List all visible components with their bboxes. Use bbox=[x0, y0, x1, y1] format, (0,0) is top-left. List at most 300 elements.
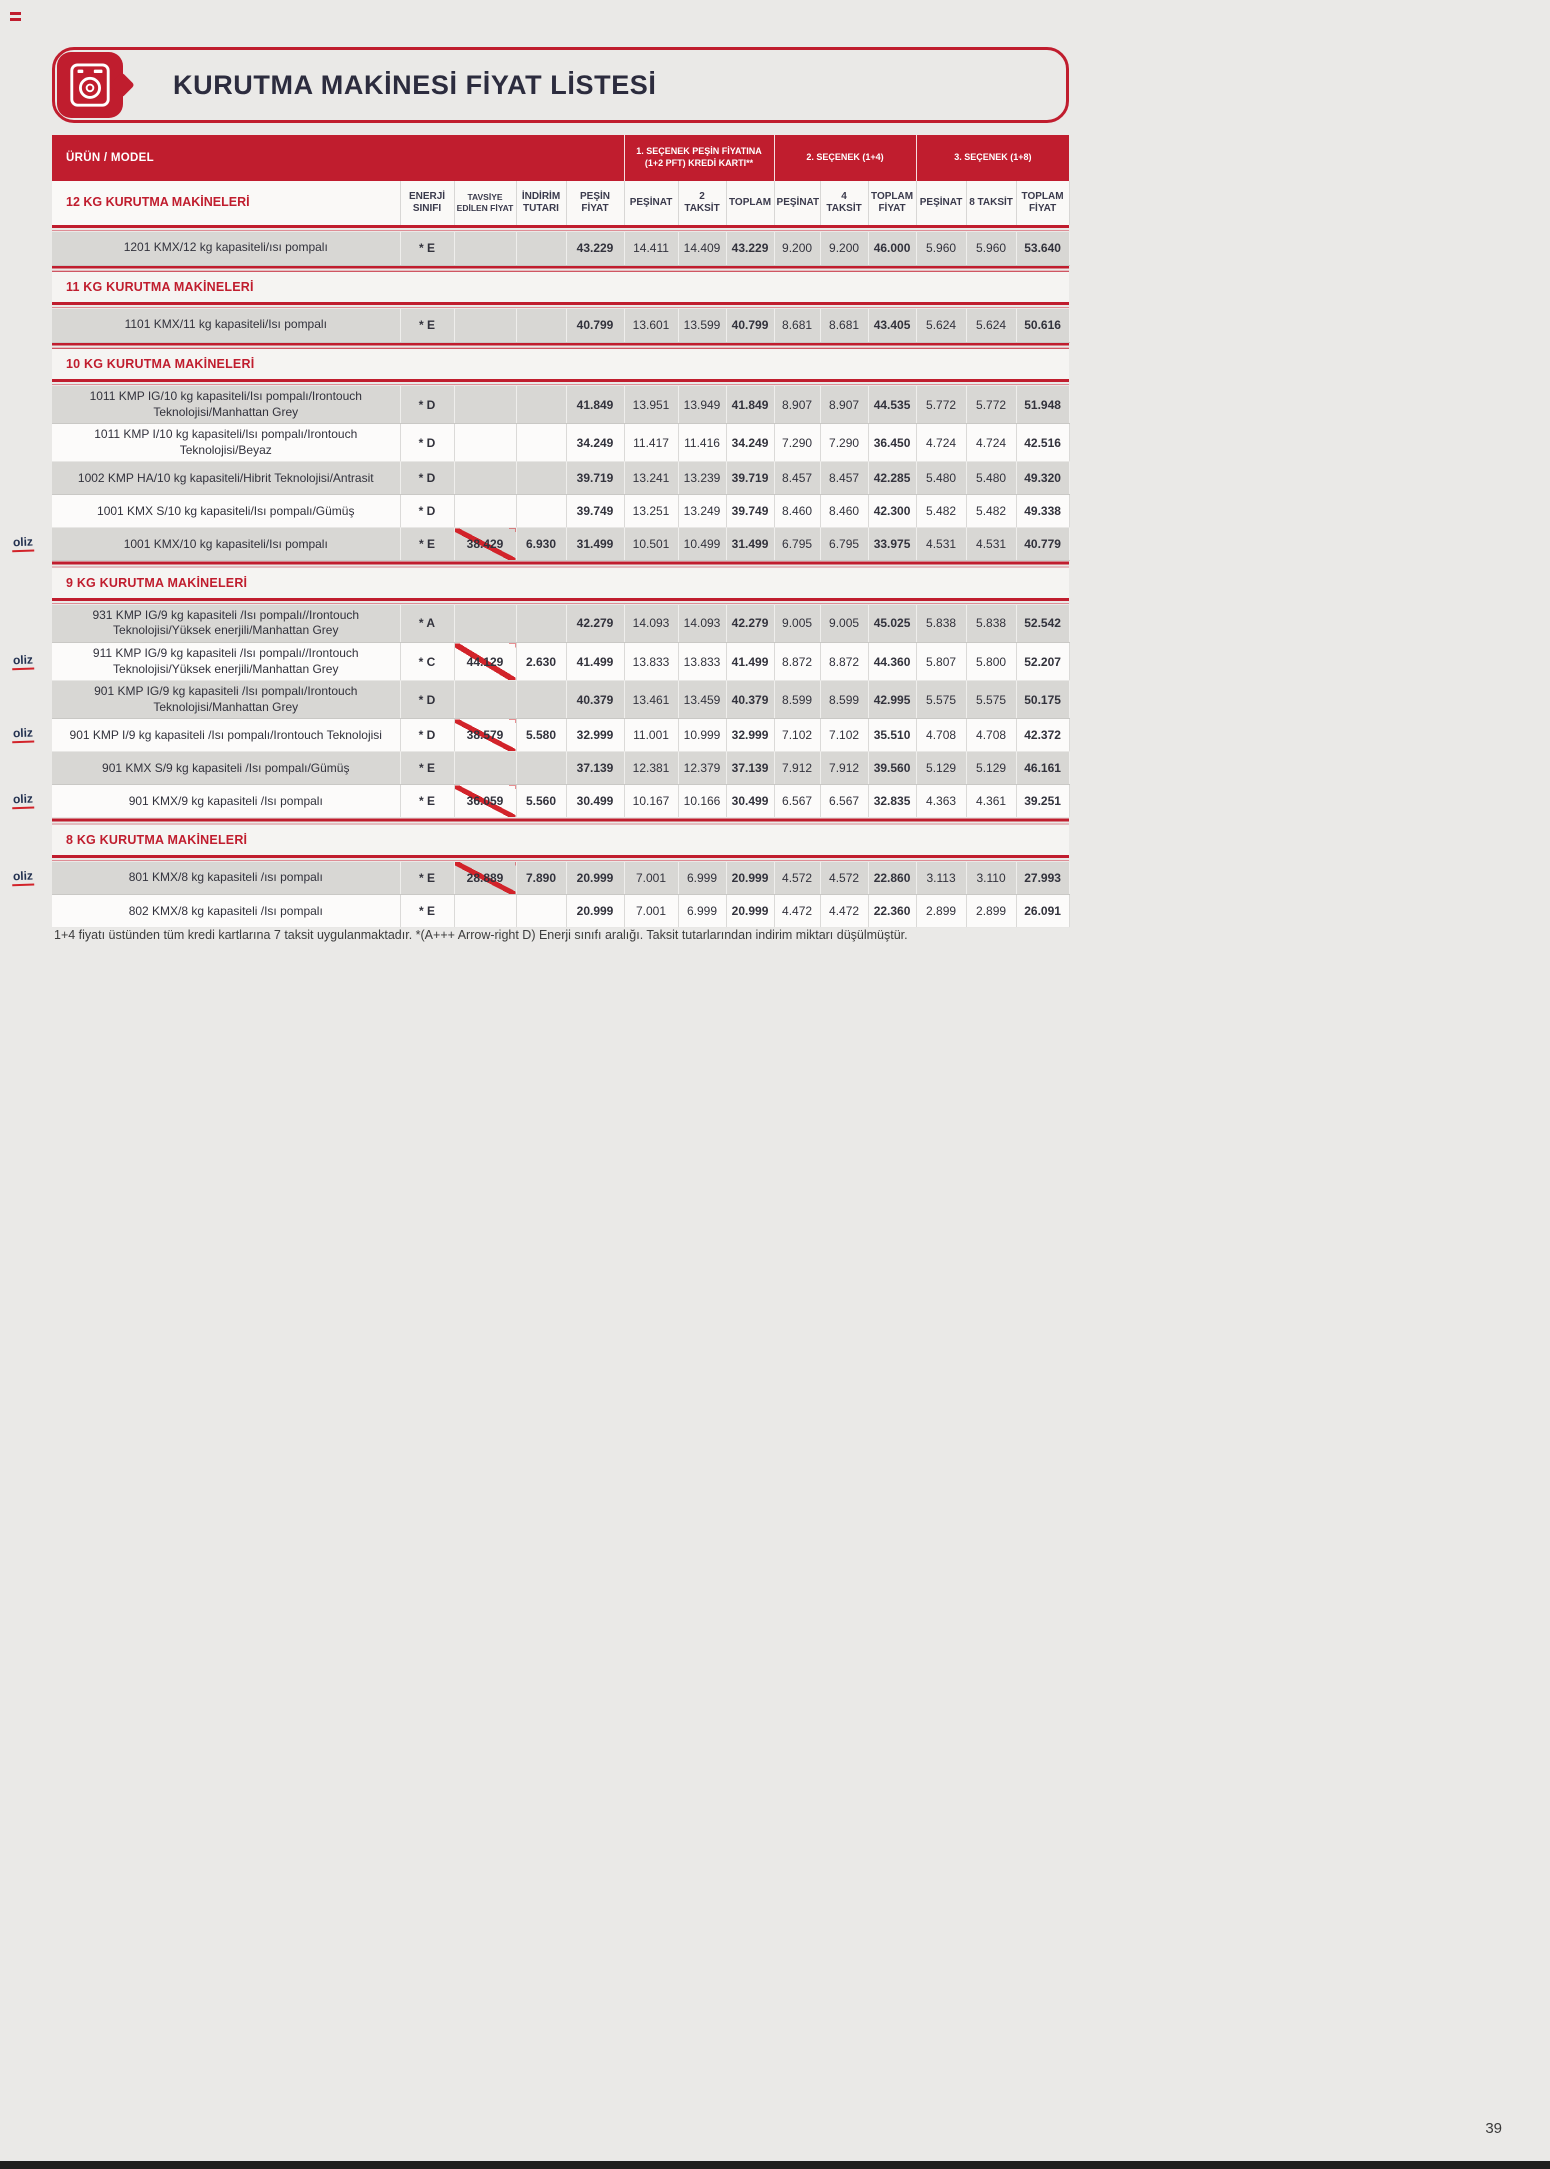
price-table-grid bbox=[12, 135, 1070, 928]
opt2-installment: 9.005 bbox=[820, 605, 868, 643]
opt2-downpayment: 4.472 bbox=[774, 895, 820, 928]
opt3-installment: 5.480 bbox=[966, 462, 1016, 495]
opt1-installment: 14.409 bbox=[678, 232, 726, 265]
opt3-total: 46.161 bbox=[1016, 752, 1069, 785]
bottom-edge-bar bbox=[0, 2161, 1550, 2169]
section-title: 8 KG KURUTMA MAKİNELERİ bbox=[52, 825, 1069, 855]
oliz-logo: oliz bbox=[12, 870, 35, 887]
opt2-total: 22.360 bbox=[868, 895, 916, 928]
product-model-cell bbox=[52, 605, 400, 643]
opt1-installment: 11.416 bbox=[678, 424, 726, 462]
opt3-installment: 4.531 bbox=[966, 528, 1016, 561]
opt2-downpayment: 8.599 bbox=[774, 681, 820, 719]
col-opt1-installment: 2 TAKSİT bbox=[678, 181, 726, 225]
opt3-total: 52.207 bbox=[1016, 643, 1069, 681]
oliz-logo: oliz bbox=[12, 793, 35, 810]
opt3-installment: 4.708 bbox=[966, 719, 1016, 752]
product-model-cell bbox=[12, 785, 400, 818]
opt3-total: 53.640 bbox=[1016, 232, 1069, 265]
opt2-installment: 8.460 bbox=[820, 495, 868, 528]
opt2-downpayment: 8.460 bbox=[774, 495, 820, 528]
product-model-cell bbox=[52, 462, 400, 495]
opt2-downpayment: 8.457 bbox=[774, 462, 820, 495]
list-price: 38.429 bbox=[454, 528, 516, 561]
opt1-total: 43.229 bbox=[726, 232, 774, 265]
cash-price: 40.799 bbox=[566, 309, 624, 342]
section-divider bbox=[52, 225, 1069, 232]
cash-price: 34.249 bbox=[566, 424, 624, 462]
opt1-total: 34.249 bbox=[726, 424, 774, 462]
opt2-total: 46.000 bbox=[868, 232, 916, 265]
section-divider bbox=[52, 818, 1069, 825]
product-model-cell bbox=[52, 386, 400, 424]
opt3-installment: 4.361 bbox=[966, 785, 1016, 818]
col-opt3-downpayment: PEŞİNAT bbox=[916, 181, 966, 225]
opt3-installment: 5.482 bbox=[966, 495, 1016, 528]
product-model: 801 KMX/8 kg kapasiteli /ısı pompalı bbox=[128, 870, 323, 885]
opt2-downpayment: 8.907 bbox=[774, 386, 820, 424]
opt3-downpayment: 4.724 bbox=[916, 424, 966, 462]
section-divider bbox=[52, 379, 1069, 386]
cash-price: 37.139 bbox=[566, 752, 624, 785]
opt3-total: 51.948 bbox=[1016, 386, 1069, 424]
cash-price: 20.999 bbox=[566, 862, 624, 895]
opt1-total: 40.379 bbox=[726, 681, 774, 719]
opt2-installment: 9.200 bbox=[820, 232, 868, 265]
table-column-header bbox=[52, 181, 1069, 225]
cash-price: 41.499 bbox=[566, 643, 624, 681]
opt2-total: 32.835 bbox=[868, 785, 916, 818]
energy-class: * A bbox=[400, 605, 454, 643]
discount-amount bbox=[516, 462, 566, 495]
opt1-total: 30.499 bbox=[726, 785, 774, 818]
product-row bbox=[52, 605, 1069, 643]
opt1-total: 41.849 bbox=[726, 386, 774, 424]
discount-amount: 7.890 bbox=[516, 862, 566, 895]
section-divider bbox=[52, 342, 1069, 349]
opt2-downpayment: 9.005 bbox=[774, 605, 820, 643]
product-model: 1201 KMX/12 kg kapasiteli/ısı pompalı bbox=[123, 240, 328, 255]
table-band-header bbox=[52, 135, 1069, 181]
opt3-downpayment: 3.113 bbox=[916, 862, 966, 895]
list-price bbox=[454, 895, 516, 928]
list-price bbox=[454, 309, 516, 342]
cash-price: 39.719 bbox=[566, 462, 624, 495]
product-row bbox=[52, 719, 1069, 752]
opt1-downpayment: 13.241 bbox=[624, 462, 678, 495]
section-divider bbox=[52, 265, 1069, 272]
product-model: 931 KMP IG/9 kg kapasiteli /Isı pompalı//Irontouch Teknolojisi/Yüksek enerjili/Manhattan Grey bbox=[92, 607, 360, 638]
title-banner bbox=[52, 47, 1069, 123]
discount-amount bbox=[516, 386, 566, 424]
col-opt1-downpayment: PEŞİNAT bbox=[624, 181, 678, 225]
product-model: 1002 KMP HA/10 kg kapasiteli/Hibrit Teknolojisi/Antrasit bbox=[77, 470, 374, 485]
section-divider-line bbox=[52, 342, 1069, 349]
energy-class: * C bbox=[400, 643, 454, 681]
opt2-installment: 8.872 bbox=[820, 643, 868, 681]
opt1-installment: 6.999 bbox=[678, 862, 726, 895]
opt3-installment: 4.724 bbox=[966, 424, 1016, 462]
section-divider-line bbox=[52, 265, 1069, 272]
energy-class: * E bbox=[400, 752, 454, 785]
opt2-total: 44.535 bbox=[868, 386, 916, 424]
product-row bbox=[52, 386, 1069, 424]
opt1-total: 41.499 bbox=[726, 643, 774, 681]
oliz-logo: oliz bbox=[12, 653, 35, 670]
product-row bbox=[52, 681, 1069, 719]
opt1-downpayment: 7.001 bbox=[624, 862, 678, 895]
cash-price: 42.279 bbox=[566, 605, 624, 643]
opt2-total: 36.450 bbox=[868, 424, 916, 462]
product-model: 1011 KMP I/10 kg kapasiteli/Isı pompalı/Irontouch Teknolojisi/Beyaz bbox=[94, 427, 358, 457]
price-table-body bbox=[12, 225, 1069, 928]
opt3-total: 50.175 bbox=[1016, 681, 1069, 719]
opt2-downpayment: 9.200 bbox=[774, 232, 820, 265]
section-divider bbox=[52, 855, 1069, 862]
cash-price: 32.999 bbox=[566, 719, 624, 752]
opt3-installment: 5.838 bbox=[966, 605, 1016, 643]
opt1-total: 42.279 bbox=[726, 605, 774, 643]
product-row bbox=[52, 424, 1069, 462]
opt1-downpayment: 13.951 bbox=[624, 386, 678, 424]
opt1-total: 20.999 bbox=[726, 862, 774, 895]
section-title: 9 KG KURUTMA MAKİNELERİ bbox=[52, 568, 1069, 598]
section-divider bbox=[52, 598, 1069, 605]
section-divider-line bbox=[52, 379, 1069, 386]
opt1-total: 20.999 bbox=[726, 895, 774, 928]
list-price bbox=[454, 232, 516, 265]
product-row bbox=[52, 895, 1069, 928]
corner-label: ÜRÜN / MODEL bbox=[52, 135, 624, 181]
cash-price: 30.499 bbox=[566, 785, 624, 818]
opt2-total: 39.560 bbox=[868, 752, 916, 785]
product-model-cell bbox=[52, 495, 400, 528]
list-price: 38.579 bbox=[454, 719, 516, 752]
product-row bbox=[52, 232, 1069, 265]
opt3-installment: 5.800 bbox=[966, 643, 1016, 681]
product-model: 1011 KMP IG/10 kg kapasiteli/Isı pompalı/Irontouch Teknolojisi/Manhattan Grey bbox=[89, 389, 362, 419]
cash-price: 31.499 bbox=[566, 528, 624, 561]
product-row bbox=[52, 862, 1069, 895]
dryer-icon bbox=[57, 52, 123, 118]
col-list-price: TAVSİYE EDİLEN FİYAT bbox=[454, 181, 516, 225]
opt2-installment: 8.599 bbox=[820, 681, 868, 719]
section-divider-line bbox=[52, 302, 1069, 309]
opt2-total: 35.510 bbox=[868, 719, 916, 752]
section-title: 11 KG KURUTMA MAKİNELERİ bbox=[52, 272, 1069, 302]
opt1-total: 39.749 bbox=[726, 495, 774, 528]
group-header-option2: 2. SEÇENEK (1+4) bbox=[774, 135, 916, 181]
opt1-downpayment: 10.501 bbox=[624, 528, 678, 561]
product-model-cell bbox=[12, 528, 400, 561]
discount-amount bbox=[516, 232, 566, 265]
product-model: 1001 KMX/10 kg kapasiteli/Isı pompalı bbox=[123, 536, 328, 551]
energy-class: * E bbox=[400, 785, 454, 818]
product-model: 802 KMX/8 kg kapasiteli /Isı pompalı bbox=[128, 903, 323, 918]
list-price bbox=[454, 495, 516, 528]
opt1-installment: 10.999 bbox=[678, 719, 726, 752]
opt2-total: 22.860 bbox=[868, 862, 916, 895]
product-model-cell bbox=[52, 895, 400, 928]
opt1-downpayment: 13.601 bbox=[624, 309, 678, 342]
opt3-total: 49.338 bbox=[1016, 495, 1069, 528]
discount-amount: 6.930 bbox=[516, 528, 566, 561]
opt3-downpayment: 5.575 bbox=[916, 681, 966, 719]
opt1-installment: 13.249 bbox=[678, 495, 726, 528]
opt1-installment: 10.166 bbox=[678, 785, 726, 818]
list-price bbox=[454, 386, 516, 424]
opt3-downpayment: 5.960 bbox=[916, 232, 966, 265]
opt1-installment: 13.949 bbox=[678, 386, 726, 424]
col-opt1-total: TOPLAM bbox=[726, 181, 774, 225]
product-model: 901 KMP IG/9 kg kapasiteli /Isı pompalı/Irontouch Teknolojisi/Manhattan Grey bbox=[94, 684, 358, 714]
opt2-downpayment: 4.572 bbox=[774, 862, 820, 895]
opt1-downpayment: 7.001 bbox=[624, 895, 678, 928]
opt1-installment: 13.599 bbox=[678, 309, 726, 342]
opt3-downpayment: 4.363 bbox=[916, 785, 966, 818]
opt1-installment: 13.459 bbox=[678, 681, 726, 719]
opt2-downpayment: 7.102 bbox=[774, 719, 820, 752]
opt2-total: 42.995 bbox=[868, 681, 916, 719]
product-model: 1101 KMX/11 kg kapasiteli/Isı pompalı bbox=[124, 317, 327, 332]
opt3-installment: 5.772 bbox=[966, 386, 1016, 424]
opt2-downpayment: 6.795 bbox=[774, 528, 820, 561]
energy-class: * E bbox=[400, 528, 454, 561]
energy-class: * D bbox=[400, 681, 454, 719]
opt3-downpayment: 5.129 bbox=[916, 752, 966, 785]
col-opt3-installment: 8 TAKSİT bbox=[966, 181, 1016, 225]
col-cash-price: PEŞİN FİYAT bbox=[566, 181, 624, 225]
opt2-installment: 7.102 bbox=[820, 719, 868, 752]
opt1-downpayment: 14.411 bbox=[624, 232, 678, 265]
col-opt2-downpayment: PEŞİNAT bbox=[774, 181, 820, 225]
product-model-cell bbox=[12, 862, 400, 895]
product-model-cell bbox=[52, 309, 400, 342]
opt2-installment: 6.567 bbox=[820, 785, 868, 818]
product-model-cell bbox=[52, 752, 400, 785]
opt3-downpayment: 5.807 bbox=[916, 643, 966, 681]
opt2-total: 43.405 bbox=[868, 309, 916, 342]
opt1-total: 32.999 bbox=[726, 719, 774, 752]
opt1-total: 40.799 bbox=[726, 309, 774, 342]
opt1-downpayment: 14.093 bbox=[624, 605, 678, 643]
opt3-downpayment: 5.838 bbox=[916, 605, 966, 643]
product-row bbox=[52, 528, 1069, 561]
energy-class: * E bbox=[400, 862, 454, 895]
opt2-installment: 8.907 bbox=[820, 386, 868, 424]
cash-price: 40.379 bbox=[566, 681, 624, 719]
product-model: 911 KMP IG/9 kg kapasiteli /Isı pompalı//Irontouch Teknolojisi/Yüksek enerjili/Manhattan Grey bbox=[92, 646, 359, 676]
cash-price: 20.999 bbox=[566, 895, 624, 928]
opt3-total: 50.616 bbox=[1016, 309, 1069, 342]
opt1-installment: 13.833 bbox=[678, 643, 726, 681]
cash-price: 43.229 bbox=[566, 232, 624, 265]
group-header-option1: 1. SEÇENEK PEŞİN FİYATINA (1+2 PFT) KREDİ KARTI** bbox=[624, 135, 774, 181]
opt1-downpayment: 11.417 bbox=[624, 424, 678, 462]
discount-amount bbox=[516, 895, 566, 928]
list-price bbox=[454, 681, 516, 719]
opt3-installment: 5.575 bbox=[966, 681, 1016, 719]
opt2-installment: 7.912 bbox=[820, 752, 868, 785]
section-header-row bbox=[52, 568, 1069, 598]
product-model-cell bbox=[52, 424, 400, 462]
opt3-installment: 3.110 bbox=[966, 862, 1016, 895]
list-price bbox=[454, 605, 516, 643]
product-row bbox=[52, 752, 1069, 785]
opt3-installment: 2.899 bbox=[966, 895, 1016, 928]
opt2-downpayment: 7.912 bbox=[774, 752, 820, 785]
product-model-cell bbox=[52, 232, 400, 265]
col-energy: ENERJİ SINIFI bbox=[400, 181, 454, 225]
opt3-total: 49.320 bbox=[1016, 462, 1069, 495]
opt2-installment: 4.472 bbox=[820, 895, 868, 928]
group-header-option3: 3. SEÇENEK (1+8) bbox=[916, 135, 1069, 181]
opt3-downpayment: 5.480 bbox=[916, 462, 966, 495]
section-divider bbox=[52, 561, 1069, 568]
opt3-downpayment: 2.899 bbox=[916, 895, 966, 928]
opt1-downpayment: 13.461 bbox=[624, 681, 678, 719]
product-model: 901 KMP I/9 kg kapasiteli /Isı pompalı/Irontouch Teknolojisi bbox=[69, 727, 382, 742]
opt1-downpayment: 11.001 bbox=[624, 719, 678, 752]
opt1-downpayment: 10.167 bbox=[624, 785, 678, 818]
energy-class: * D bbox=[400, 495, 454, 528]
product-row bbox=[52, 785, 1069, 818]
opt3-total: 42.372 bbox=[1016, 719, 1069, 752]
opt3-total: 42.516 bbox=[1016, 424, 1069, 462]
list-price: 28.889 bbox=[454, 862, 516, 895]
opt3-total: 40.779 bbox=[1016, 528, 1069, 561]
section-header-row bbox=[52, 349, 1069, 379]
product-model: 901 KMX/9 kg kapasiteli /Isı pompalı bbox=[128, 793, 323, 808]
opt2-total: 45.025 bbox=[868, 605, 916, 643]
page-title: KURUTMA MAKİNESİ FİYAT LİSTESİ bbox=[173, 70, 657, 100]
discount-amount bbox=[516, 605, 566, 643]
opt3-total: 52.542 bbox=[1016, 605, 1069, 643]
section-divider-line bbox=[52, 598, 1069, 605]
discount-amount bbox=[516, 681, 566, 719]
opt3-downpayment: 5.624 bbox=[916, 309, 966, 342]
opt1-downpayment: 12.381 bbox=[624, 752, 678, 785]
section-divider-line bbox=[52, 561, 1069, 568]
product-model-cell bbox=[12, 719, 400, 752]
opt3-downpayment: 4.531 bbox=[916, 528, 966, 561]
opt2-downpayment: 6.567 bbox=[774, 785, 820, 818]
section-divider bbox=[52, 302, 1069, 309]
col-opt2-installment: 4 TAKSİT bbox=[820, 181, 868, 225]
opt1-total: 31.499 bbox=[726, 528, 774, 561]
opt3-total: 27.993 bbox=[1016, 862, 1069, 895]
section-title-12kg: 12 KG KURUTMA MAKİNELERİ bbox=[52, 181, 400, 225]
opt2-installment: 7.290 bbox=[820, 424, 868, 462]
opt1-installment: 12.379 bbox=[678, 752, 726, 785]
price-table bbox=[12, 135, 1069, 928]
col-opt3-total: TOPLAM FİYAT bbox=[1016, 181, 1069, 225]
cash-price: 39.749 bbox=[566, 495, 624, 528]
opt3-downpayment: 4.708 bbox=[916, 719, 966, 752]
section-header-row bbox=[52, 272, 1069, 302]
corner-mark-bar bbox=[10, 18, 21, 21]
section-divider-line bbox=[52, 818, 1069, 825]
energy-class: * D bbox=[400, 462, 454, 495]
discount-amount bbox=[516, 495, 566, 528]
product-model: 901 KMX S/9 kg kapasiteli /Isı pompalı/Gümüş bbox=[102, 760, 350, 775]
footnote: 1+4 fiyatı üstünden tüm kredi kartlarına 7 taksit uygulanmaktadır. *(A+++ Arrow-right D) Enerji sınıfı aralığı. Taksit tutarlarından indirim miktarı düşülmüştür. bbox=[54, 928, 908, 942]
opt2-installment: 8.457 bbox=[820, 462, 868, 495]
opt1-total: 39.719 bbox=[726, 462, 774, 495]
product-model-cell bbox=[52, 681, 400, 719]
opt2-downpayment: 7.290 bbox=[774, 424, 820, 462]
col-opt2-total: TOPLAM FİYAT bbox=[868, 181, 916, 225]
discount-amount bbox=[516, 752, 566, 785]
opt2-total: 42.285 bbox=[868, 462, 916, 495]
discount-amount bbox=[516, 309, 566, 342]
opt1-installment: 10.499 bbox=[678, 528, 726, 561]
corner-mark-bar bbox=[10, 12, 21, 15]
opt2-total: 33.975 bbox=[868, 528, 916, 561]
energy-class: * D bbox=[400, 424, 454, 462]
col-discount: İNDİRİM TUTARI bbox=[516, 181, 566, 225]
opt2-downpayment: 8.681 bbox=[774, 309, 820, 342]
product-model-cell bbox=[12, 643, 400, 681]
energy-class: * D bbox=[400, 386, 454, 424]
section-title: 10 KG KURUTMA MAKİNELERİ bbox=[52, 349, 1069, 379]
section-divider-line bbox=[52, 855, 1069, 862]
product-row bbox=[52, 495, 1069, 528]
opt2-total: 44.360 bbox=[868, 643, 916, 681]
discount-amount: 2.630 bbox=[516, 643, 566, 681]
opt1-total: 37.139 bbox=[726, 752, 774, 785]
list-price bbox=[454, 752, 516, 785]
oliz-logo: oliz bbox=[12, 727, 35, 744]
product-row bbox=[52, 462, 1069, 495]
opt2-total: 42.300 bbox=[868, 495, 916, 528]
opt3-total: 39.251 bbox=[1016, 785, 1069, 818]
opt3-installment: 5.624 bbox=[966, 309, 1016, 342]
product-row bbox=[52, 309, 1069, 342]
opt3-total: 26.091 bbox=[1016, 895, 1069, 928]
opt3-downpayment: 5.772 bbox=[916, 386, 966, 424]
cash-price: 41.849 bbox=[566, 386, 624, 424]
opt1-downpayment: 13.251 bbox=[624, 495, 678, 528]
product-model: 1001 KMX S/10 kg kapasiteli/Isı pompalı/Gümüş bbox=[97, 503, 355, 518]
section-divider-line bbox=[52, 225, 1069, 232]
opt2-downpayment: 8.872 bbox=[774, 643, 820, 681]
energy-class: * D bbox=[400, 719, 454, 752]
oliz-logo: oliz bbox=[12, 536, 35, 553]
section-header-row bbox=[52, 825, 1069, 855]
opt1-installment: 13.239 bbox=[678, 462, 726, 495]
discount-amount: 5.580 bbox=[516, 719, 566, 752]
opt3-installment: 5.129 bbox=[966, 752, 1016, 785]
list-price: 36.059 bbox=[454, 785, 516, 818]
discount-amount: 5.560 bbox=[516, 785, 566, 818]
opt1-installment: 14.093 bbox=[678, 605, 726, 643]
opt3-downpayment: 5.482 bbox=[916, 495, 966, 528]
energy-class: * E bbox=[400, 232, 454, 265]
list-price bbox=[454, 424, 516, 462]
opt2-installment: 6.795 bbox=[820, 528, 868, 561]
opt1-installment: 6.999 bbox=[678, 895, 726, 928]
corner-mark-icon bbox=[10, 12, 21, 24]
discount-amount bbox=[516, 424, 566, 462]
list-price: 44.129 bbox=[454, 643, 516, 681]
opt2-installment: 8.681 bbox=[820, 309, 868, 342]
energy-class: * E bbox=[400, 309, 454, 342]
opt3-installment: 5.960 bbox=[966, 232, 1016, 265]
opt2-installment: 4.572 bbox=[820, 862, 868, 895]
energy-class: * E bbox=[400, 895, 454, 928]
page-number: 39 bbox=[1485, 2120, 1502, 2137]
